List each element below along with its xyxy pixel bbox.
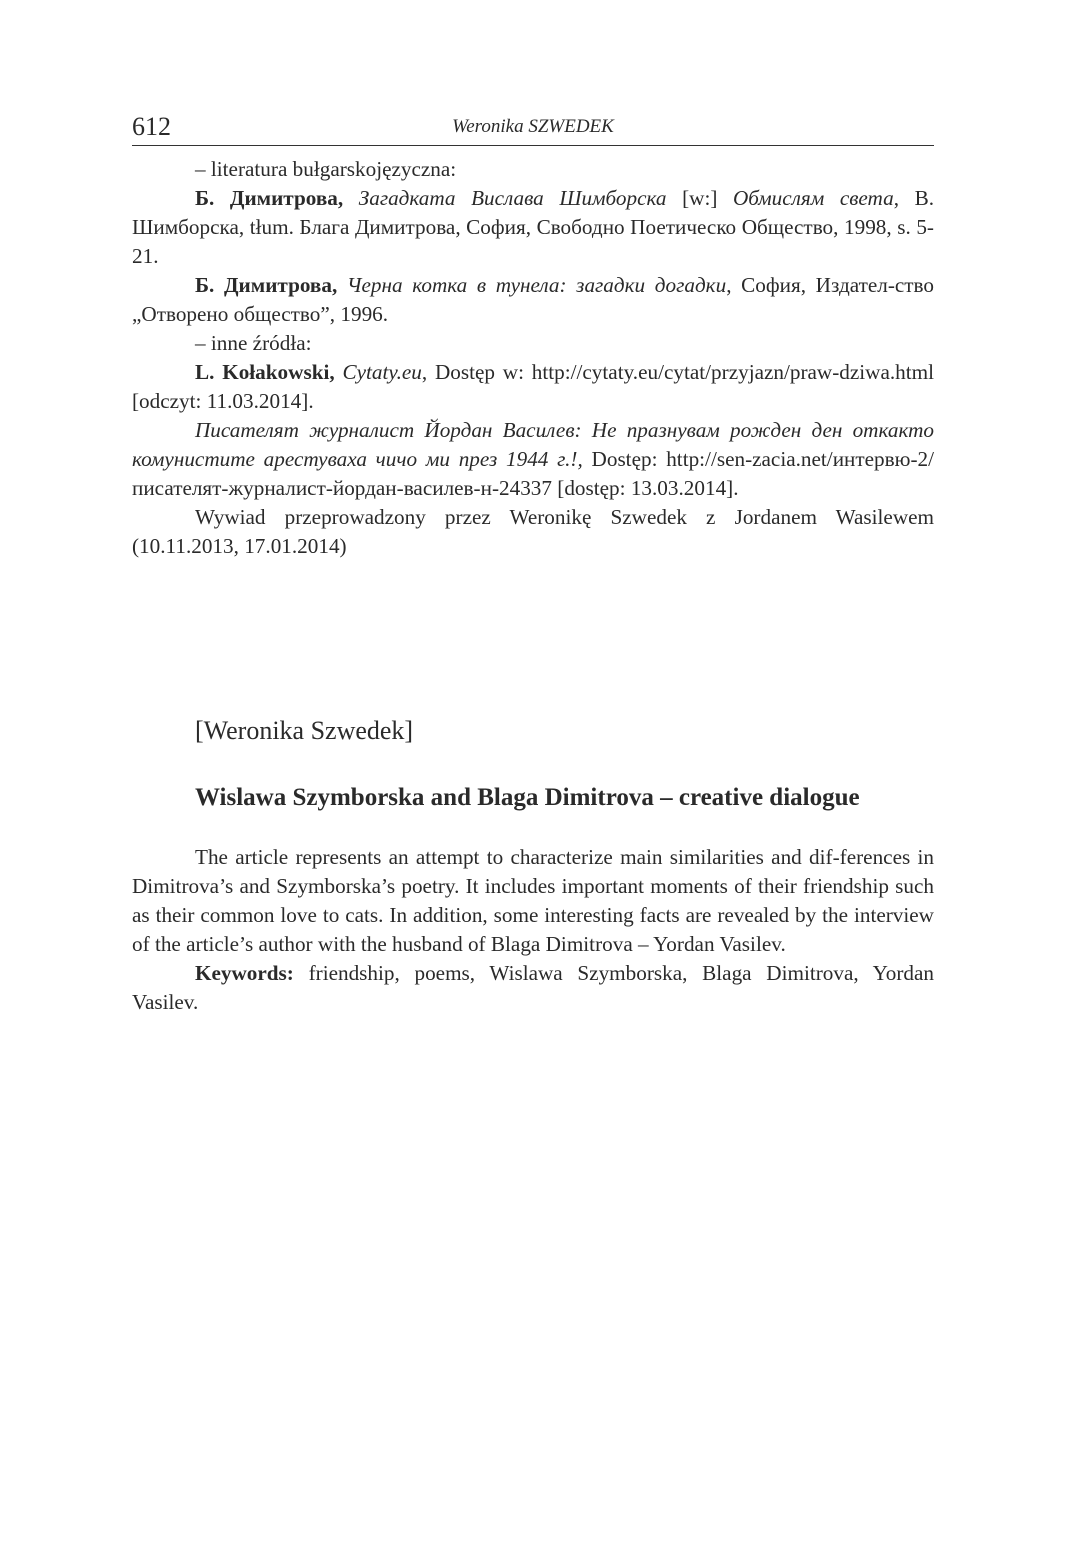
reference-title: Писателят журналист Йордан Василев: Не празнувам рожден ден откакто комунистите арестуваха чичо ми през 1944 г.!, [132, 418, 934, 471]
section-heading-other: – inne źródła: [195, 331, 312, 355]
running-title: Weronika SZWEDEK [452, 116, 614, 137]
references-section [132, 155, 934, 561]
reference-title: Черна котка в тунела: загадки догадки [346, 273, 727, 297]
summary-title: Wislawa Szymborska and Blaga Dimitrova – creative dialogue [195, 784, 860, 811]
reference-details: , В. Шимборска, tłum. Блага Димитрова, София, Свободно Поетическо Общество, 1998, s. 5-21. [132, 186, 934, 268]
reference-in: [w:] [666, 186, 733, 210]
abstract-section [132, 843, 934, 1017]
reference-title: Загадката Вислава Шимборска [358, 186, 667, 210]
keywords-line [132, 959, 934, 1017]
reference-book: Обмислям света [732, 186, 894, 210]
keywords-label: Keywords: [195, 961, 294, 985]
running-header [132, 112, 934, 146]
reference-author: Б. Димитрова, [195, 186, 344, 210]
reference-author: L. Kołakowski, [195, 360, 335, 384]
section-heading-bulgarian: – literatura bułgarskojęzyczna: [195, 157, 457, 181]
summary-author: [Weronika Szwedek] [195, 716, 414, 745]
abstract-text: The article represents an attempt to characterize main similarities and dif-ferences in Dimitrova’s and Szymborska’s poetry. It includes important moments of their friendship such as their common love to cats. In addition, some interesting facts are revealed by the interview of the article’s author with the husband of Blaga Dimitrova – Yordan Vasilev. [132, 845, 934, 956]
reference-entry-1 [132, 184, 934, 271]
reference-entry-3 [132, 358, 934, 416]
keywords-list: friendship, poems, Wislawa Szymborska, Blaga Dimitrova, Yordan Vasilev. [132, 961, 934, 1014]
reference-details: , Dostęp w: http://cytaty.eu/cytat/przyjazn/praw-dziwa.html [odczyt: 11.03.2014]. [132, 360, 935, 413]
reference-details: , София, Издател-ство „Отворено общество”, 1996. [132, 273, 935, 326]
reference-entry-4 [132, 416, 934, 503]
reference-entry-5: Wywiad przeprowadzony przez Weronikę Szwedek z Jordanem Wasilewem (10.11.2013, 17.01.2014) [132, 505, 934, 558]
page-number: 612 [132, 112, 171, 141]
reference-details: Dostęp: http://sen-zacia.net/интервю-2/писателят-журналист-йордан-василев-н-24337 [dostęp: 13.03.2014]. [132, 447, 934, 500]
reference-title: Cytaty.eu [342, 360, 422, 384]
reference-entry-2 [132, 271, 934, 329]
reference-author: Б. Димитрова, [195, 273, 338, 297]
